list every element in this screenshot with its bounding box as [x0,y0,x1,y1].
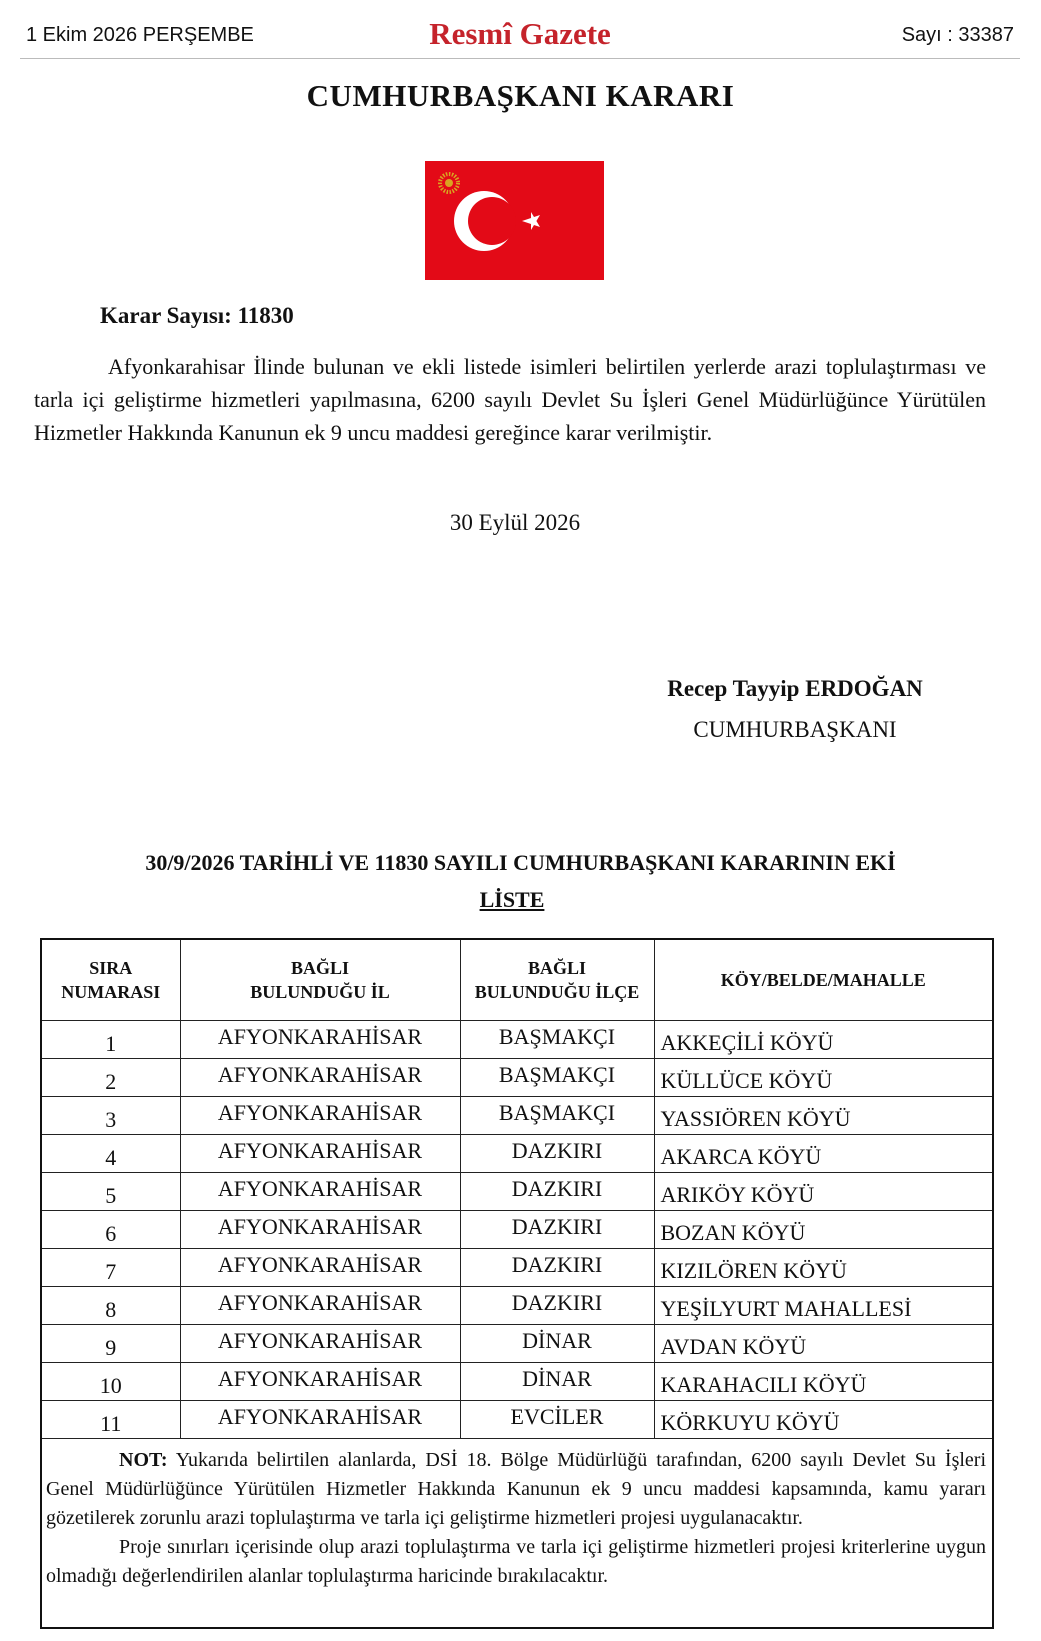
signer-title: CUMHURBAŞKANI [693,717,897,742]
row-province: AFYONKARAHİSAR [180,1325,460,1363]
row-district: BAŞMAKÇI [460,1097,654,1135]
table-row [42,1287,992,1325]
annex-subtitle [0,887,1024,913]
annex-table [42,940,992,1439]
decree-body: Afyonkarahisar İlinde bulunan ve ekli listede isimleri belirtilen yerlerde arazi toplulaştırması ve tarla içi geliştirme hizmetleri yapılmasına, 6200 sayılı Devlet Su İşleri Genel Müdürlüğünce Yürütülen Hizmetler Hakkında Kanunun ek 9 uncu maddesi gereğince karar verilmiştir. [34,354,986,445]
row-number: 6 [42,1211,180,1249]
row-district: DİNAR [460,1325,654,1363]
column-header-text: BULUNDUĞU İLÇE [474,982,640,1002]
row-province: AFYONKARAHİSAR [180,1059,460,1097]
table-row [42,1135,992,1173]
row-district: DİNAR [460,1363,654,1401]
gazette-title: Resmî Gazete [429,16,611,51]
row-province: AFYONKARAHİSAR [180,1287,460,1325]
row-number: 2 [42,1059,180,1097]
column-header-text: SIRA [89,958,133,978]
column-header-text: BULUNDUĞU İL [250,982,390,1002]
annex-note [46,1446,986,1591]
decision-number: Karar Sayısı: 11830 [100,303,294,328]
row-village: KÜLLÜCE KÖYÜ [654,1059,992,1097]
table-row [42,1211,992,1249]
row-number: 7 [42,1249,180,1287]
annex-subtitle-text: LİSTE [479,887,545,912]
row-district: EVCİLER [460,1401,654,1439]
column-header-text: BAĞLI [527,958,587,978]
row-district: DAZKIRI [460,1287,654,1325]
row-number: 5 [42,1173,180,1211]
row-district: DAZKIRI [460,1135,654,1173]
row-province: AFYONKARAHİSAR [180,1173,460,1211]
table-row [42,1325,992,1363]
gazette-header [20,10,1020,59]
row-number: 3 [42,1097,180,1135]
row-village: ARIKÖY KÖYÜ [654,1173,992,1211]
row-province: AFYONKARAHİSAR [180,1249,460,1287]
row-village: AKKEÇİLİ KÖYÜ [654,1021,992,1059]
table-row [42,1249,992,1287]
column-header-village: KÖY/BELDE/MAHALLE [654,940,992,1021]
row-number: 11 [42,1401,180,1439]
row-village: KARAHACILI KÖYÜ [654,1363,992,1401]
row-number: 1 [42,1021,180,1059]
note-text: Yukarıda belirtilen alanlarda, DSİ 18. Bölge Müdürlüğü tarafından, 6200 sayılı Devlet Su İşleri Genel Müdürlüğünce Yürütülen Hizmetler Hakkında Kanunun ek 9 uncu maddesi kapsamında, kamu yararı gözetilerek zorunlu arazi toplulaştırma ve tarla içi geliştirme hizmetleri projesi uygulanacaktır. [46,1449,986,1529]
row-village: AVDAN KÖYÜ [654,1325,992,1363]
row-number: 10 [42,1363,180,1401]
row-village: AKARCA KÖYÜ [654,1135,992,1173]
row-district: DAZKIRI [460,1211,654,1249]
column-header-text: NUMARASI [61,982,161,1002]
note-paragraph [46,1446,986,1533]
row-province: AFYONKARAHİSAR [180,1135,460,1173]
note-paragraph-2: Proje sınırları içerisinde olup arazi toplulaştırma ve tarla içi geliştirme hizmetleri projesi kriterlerine uygun olmadığı değerlendirilen alanlar toplulaştırma haricinde bırakılacaktır. [46,1536,986,1587]
row-province: AFYONKARAHİSAR [180,1401,460,1439]
row-province: AFYONKARAHİSAR [180,1021,460,1059]
row-province: AFYONKARAHİSAR [180,1097,460,1135]
table-header-row [42,940,992,1021]
issue-number: Sayı : 33387 [901,24,1014,46]
table-row [42,1401,992,1439]
table-row [42,1021,992,1059]
table-row [42,1097,992,1135]
row-number: 9 [42,1325,180,1363]
decree-date: 30 Eylül 2026 [449,510,581,535]
row-province: AFYONKARAHİSAR [180,1363,460,1401]
row-village: YASSIÖREN KÖYÜ [654,1097,992,1135]
row-village: YEŞİLYURT MAHALLESİ [654,1287,992,1325]
row-province: AFYONKARAHİSAR [180,1211,460,1249]
row-number: 4 [42,1135,180,1173]
note-label: NOT: [119,1449,168,1471]
row-district: BAŞMAKÇI [460,1021,654,1059]
table-row [42,1363,992,1401]
row-number: 8 [42,1287,180,1325]
row-village: KIZILÖREN KÖYÜ [654,1249,992,1287]
annex-title: 30/9/2026 TARİHLİ VE 11830 SAYILI CUMHURBAŞKANI KARARININ EKİ [145,850,896,875]
decree-title: CUMHURBAŞKANI KARARI [306,78,735,113]
row-village: BOZAN KÖYÜ [654,1211,992,1249]
table-row [42,1059,992,1097]
signer-name: Recep Tayyip ERDOĞAN [667,676,923,701]
column-header-text: BAĞLI [290,958,350,978]
row-village: KÖRKUYU KÖYÜ [654,1401,992,1439]
column-header-no [42,940,180,1021]
turkish-flag-icon [425,161,604,280]
column-header-district [460,940,654,1021]
row-district: DAZKIRI [460,1173,654,1211]
table-row [42,1173,992,1211]
annex-list-box [40,938,994,1629]
column-header-province [180,940,460,1021]
issue-date: 1 Ekim 2026 PERŞEMBE [26,24,254,46]
row-district: DAZKIRI [460,1249,654,1287]
row-district: BAŞMAKÇI [460,1059,654,1097]
